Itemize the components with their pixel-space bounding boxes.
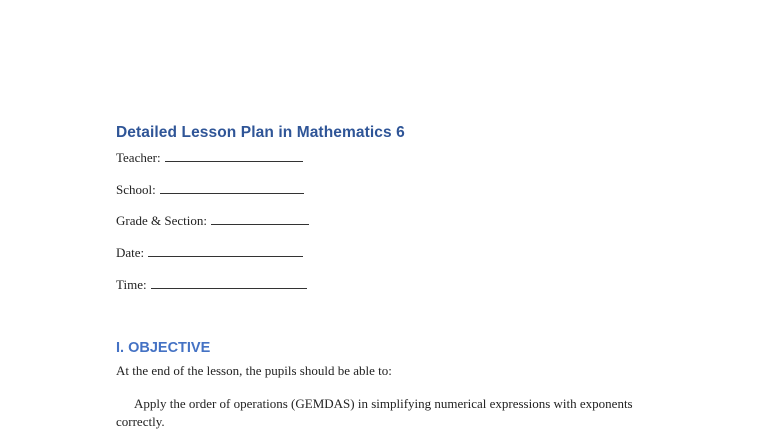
date-label: Date:	[116, 245, 145, 260]
teacher-field	[116, 150, 303, 166]
school-blank-line	[160, 183, 304, 194]
teacher-blank-line	[165, 151, 303, 162]
grade-section-blank-line	[211, 214, 309, 225]
grade-section-label: Grade & Section:	[116, 213, 207, 228]
document-title: Detailed Lesson Plan in Mathematics 6	[116, 124, 405, 141]
time-field	[116, 277, 307, 293]
time-blank-line	[151, 278, 307, 289]
time-label: Time:	[116, 277, 147, 292]
teacher-label: Teacher:	[116, 150, 161, 165]
objective-heading: I. OBJECTIVE	[116, 340, 211, 356]
school-label: School:	[116, 182, 156, 197]
objective-intro: At the end of the lesson, the pupils should be able to:	[116, 363, 392, 378]
objective-item: Apply the order of operations (GEMDAS) in simplifying numerical expressions with exponents correctly.	[116, 396, 633, 429]
school-field	[116, 182, 304, 198]
date-blank-line	[148, 246, 303, 257]
date-field	[116, 245, 303, 261]
grade-section-field	[116, 213, 309, 229]
